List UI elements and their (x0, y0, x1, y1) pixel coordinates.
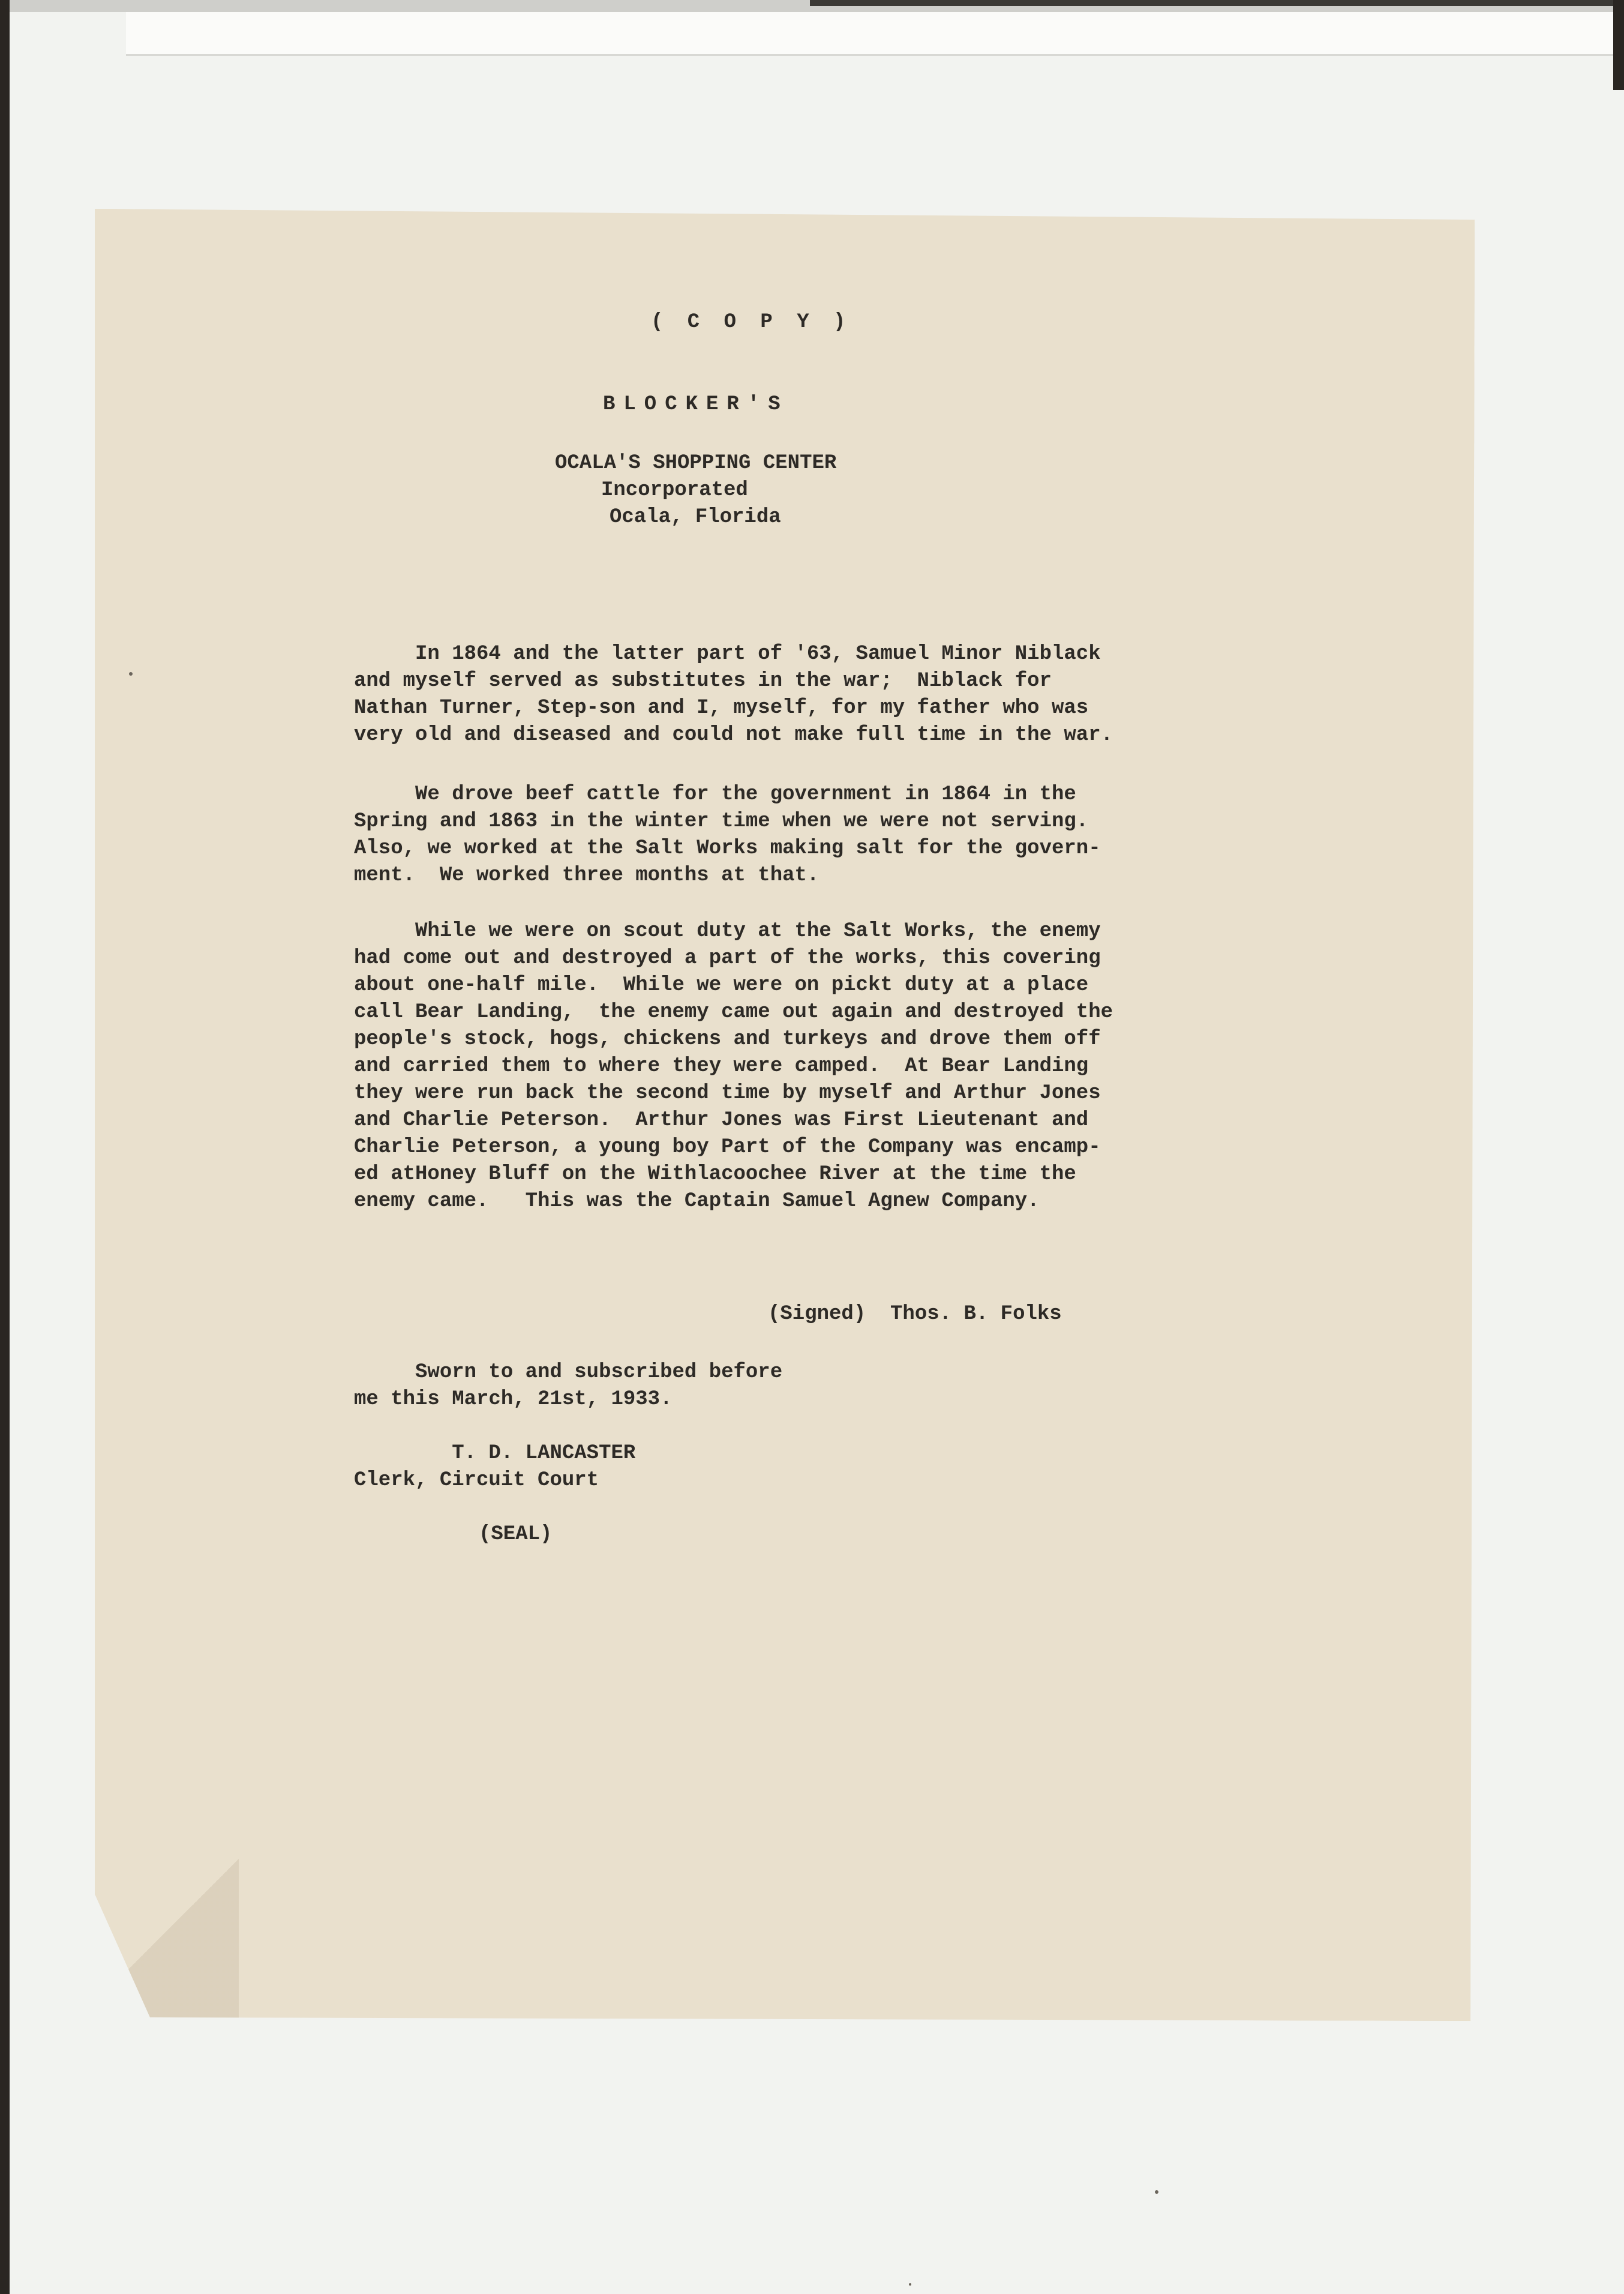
letterhead-company: BLOCKER'S (603, 393, 789, 416)
body-paragraph-1: In 1864 and the latter part of '63, Samuel Minor Niblack and myself served as substitutes in the war; Niblack for Nathan Turner, Step-son and I, myself, for my father who was very old and diseased and could not make full time in the war. (354, 643, 1113, 746)
scanner-edge-right (1613, 0, 1624, 90)
seal-mark: (SEAL) (479, 1523, 553, 1546)
letterhead-city: Ocala, Florida (610, 506, 781, 529)
scanner-edge-top-dark (810, 0, 1624, 6)
body-paragraph-2: We drove beef cattle for the government in 1864 in the Spring and 1863 in the winter time when we were not serving. Also, we worked at the Salt Works making salt for the govern- ment. We worked three months at that. (354, 783, 1101, 887)
signature-line: (Signed) Thos. B. Folks (768, 1303, 1062, 1326)
paper-speck (909, 2283, 911, 2286)
backing-sheet-edge (126, 12, 1624, 56)
letterhead-tagline: OCALA'S SHOPPING CENTER (555, 452, 837, 475)
paper-speck (129, 672, 133, 676)
paper-speck (1155, 2190, 1158, 2194)
body-paragraph-3: While we were on scout duty at the Salt Works, the enemy had come out and destroyed a part of the works, this covering about one-half mile. While we were on pickt duty at a place call Bear Landing, the enemy came out again and destroyed the people's stock, hogs, chickens and turkeys and drove them off and carried them to where they were camped. At Bear Landing they were run back the second time by myself and Arthur Jones and Charlie Peterson. Arthur Jones was First Lieutenant and Charlie Peterson, a young boy Part of the Company was encamp- ed atHoney Bluff on the Withlacoochee River at the time the enemy came. This was the Captain Samuel Agnew Company. (354, 920, 1113, 1213)
scanner-edge-left (0, 0, 10, 2294)
clerk-block: T. D. LANCASTER Clerk, Circuit Court (354, 1442, 636, 1492)
sworn-statement: Sworn to and subscribed before me this March, 21st, 1933. (354, 1361, 783, 1411)
letterhead-incorporated: Incorporated (601, 479, 748, 502)
copy-mark: ( C O P Y ) (651, 311, 852, 334)
